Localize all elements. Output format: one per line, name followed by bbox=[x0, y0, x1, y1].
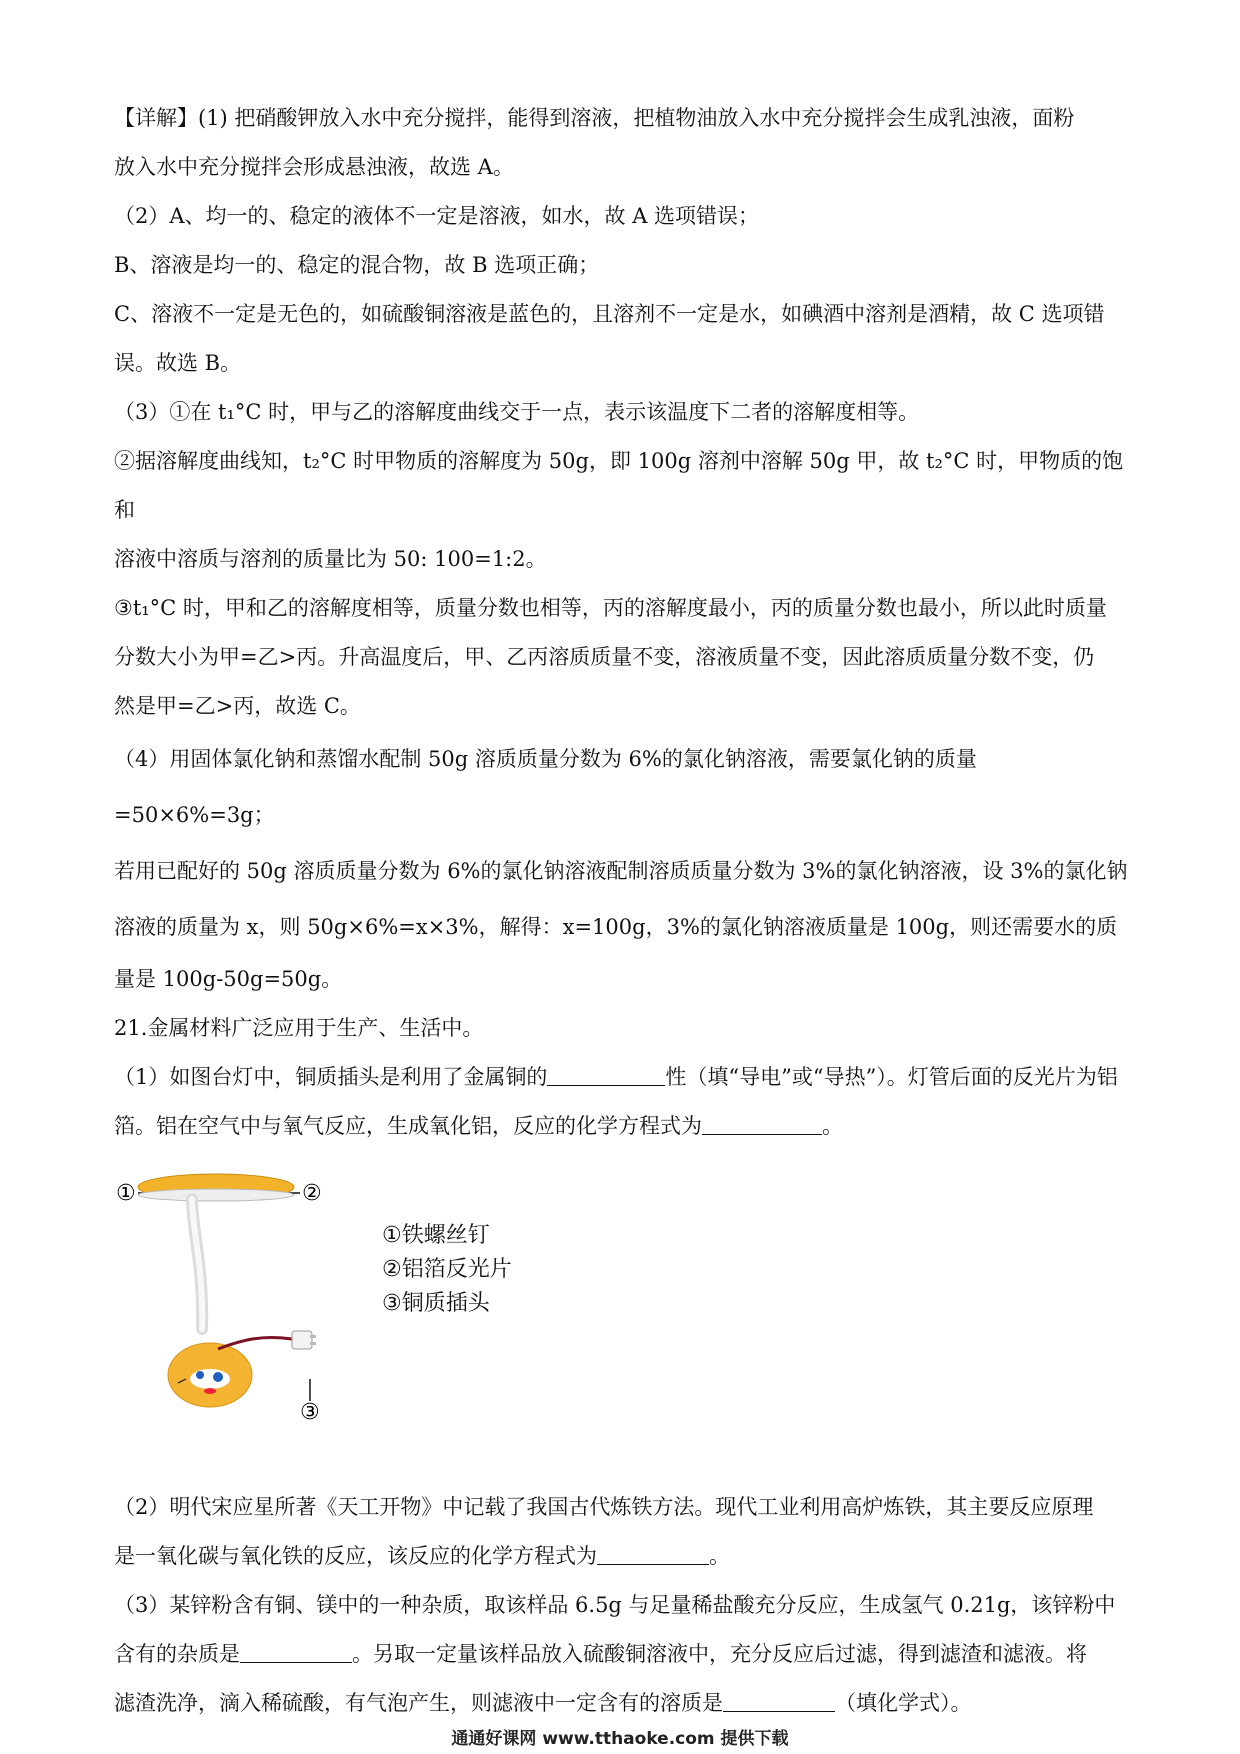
question-part-1-cont: 箔。铝在空气中与氧气反应，生成氧化铝，反应的化学方程式为 。 bbox=[114, 1114, 843, 1138]
answer-blank[interactable] bbox=[702, 1114, 822, 1135]
detail-line: （2）A、均一的、稳定的液体不一定是溶液，如水，故 A 选项错误； bbox=[114, 204, 760, 228]
question-title: 21.金属材料广泛应用于生产、生活中。 bbox=[114, 1016, 484, 1040]
detail-line: 然是甲=乙>丙，故选 C。 bbox=[114, 694, 361, 718]
legend-item-iron-screw: ①铁螺丝钉 bbox=[382, 1223, 490, 1248]
detail-line: 溶液的质量为 x，则 50g×6%=x×3%，解得：x=100g，3%的氯化钠溶液质量是 100g，则还需要水的质 bbox=[114, 915, 1118, 939]
detail-line: 溶液中溶质与溶剂的质量比为 50: 100=1:2。 bbox=[114, 547, 547, 571]
detail-line: （3）①在 t₁°C 时，甲与乙的溶解度曲线交于一点，表示该温度下二者的溶解度相等。 bbox=[114, 400, 920, 424]
page-footer: 通通好课网 www.tthaoke.com 提供下载 bbox=[451, 1729, 789, 1749]
detail-line: 误。故选 B。 bbox=[114, 351, 242, 375]
marker-2: ② bbox=[302, 1181, 322, 1206]
answer-blank[interactable] bbox=[723, 1691, 835, 1712]
question-part-3-cont: 滤渣洗净，滴入稀硫酸，有气泡产生，则滤液中一定含有的溶质是 （填化学式）。 bbox=[114, 1691, 972, 1715]
detail-line: （4）用固体氯化钠和蒸馏水配制 50g 溶质质量分数为 6%的氯化钠溶液，需要氯化钠的质量 =50×6%=3g； bbox=[114, 747, 984, 827]
legend-item-copper-plug: ③铜质插头 bbox=[382, 1291, 490, 1316]
detail-line: 分数大小为甲=乙>丙。升高温度后，甲、乙丙溶质质量不变，溶液质量不变，因此溶质质量分数不变，仍 bbox=[114, 645, 1095, 669]
detail-line: 量是 100g-50g=50g。 bbox=[114, 967, 343, 991]
question-part-2-cont: 是一氧化碳与氧化铁的反应，该反应的化学方程式为 。 bbox=[114, 1544, 730, 1568]
answer-blank[interactable] bbox=[240, 1642, 352, 1663]
question-part-3-cont: 含有的杂质是 。另取一定量该样品放入硫酸铜溶液中，充分反应后过滤，得到滤渣和滤液。将 bbox=[114, 1642, 1087, 1666]
answer-blank[interactable] bbox=[547, 1065, 665, 1086]
detail-line: C、溶液不一定是无色的，如硫酸铜溶液是蓝色的，且溶剂不一定是水，如碘酒中溶剂是酒精，故 C 选项错 bbox=[114, 302, 1105, 326]
detail-line: B、溶液是均一的、稳定的混合物，故 B 选项正确； bbox=[114, 253, 600, 277]
detail-line: ②据溶解度曲线知，t₂°C 时甲物质的溶解度为 50g，即 100g 溶剂中溶解 50g 甲，故 t₂°C 时，甲物质的饱和 bbox=[114, 449, 1124, 522]
question-part-3: （3）某锌粉含有铜、镁中的一种杂质，取该样品 6.5g 与足量稀盐酸充分反应，生成氢气 0.21g，该锌粉中 bbox=[114, 1593, 1116, 1617]
document-body bbox=[114, 94, 1134, 1728]
desk-lamp-figure bbox=[114, 1159, 1134, 1459]
marker-3: ③ bbox=[300, 1400, 320, 1425]
detail-line: 放入水中充分搅拌会形成悬浊液，故选 A。 bbox=[114, 155, 514, 179]
answer-blank[interactable] bbox=[597, 1544, 709, 1565]
question-part-1: （1）如图台灯中，铜质插头是利用了金属铜的 性（填“导电”或“导热”）。灯管后面的反光片为铝 bbox=[114, 1065, 1118, 1089]
legend-item-aluminum-foil: ②铝箔反光片 bbox=[382, 1257, 512, 1282]
question-part-2: （2）明代宋应星所著《天工开物》中记载了我国古代炼铁方法。现代工业利用高炉炼铁，其主要反应原理 bbox=[114, 1495, 1094, 1519]
detail-line: ③t₁°C 时，甲和乙的溶解度相等，质量分数也相等，丙的溶解度最小，丙的质量分数也最小，所以此时质量 bbox=[114, 596, 1107, 620]
detail-line: 若用已配好的 50g 溶质质量分数为 6%的氯化钠溶液配制溶质质量分数为 3%的氯化钠溶液，设 3%的氯化钠 bbox=[114, 859, 1128, 883]
detail-line: 【详解】(1) 把硝酸钾放入水中充分搅拌，能得到溶液，把植物油放入水中充分搅拌会生成乳浊液，面粉 bbox=[114, 106, 1075, 130]
desk-lamp-illustration bbox=[114, 1159, 354, 1459]
figure-legend bbox=[382, 1219, 512, 1321]
marker-1: ① bbox=[116, 1181, 136, 1206]
